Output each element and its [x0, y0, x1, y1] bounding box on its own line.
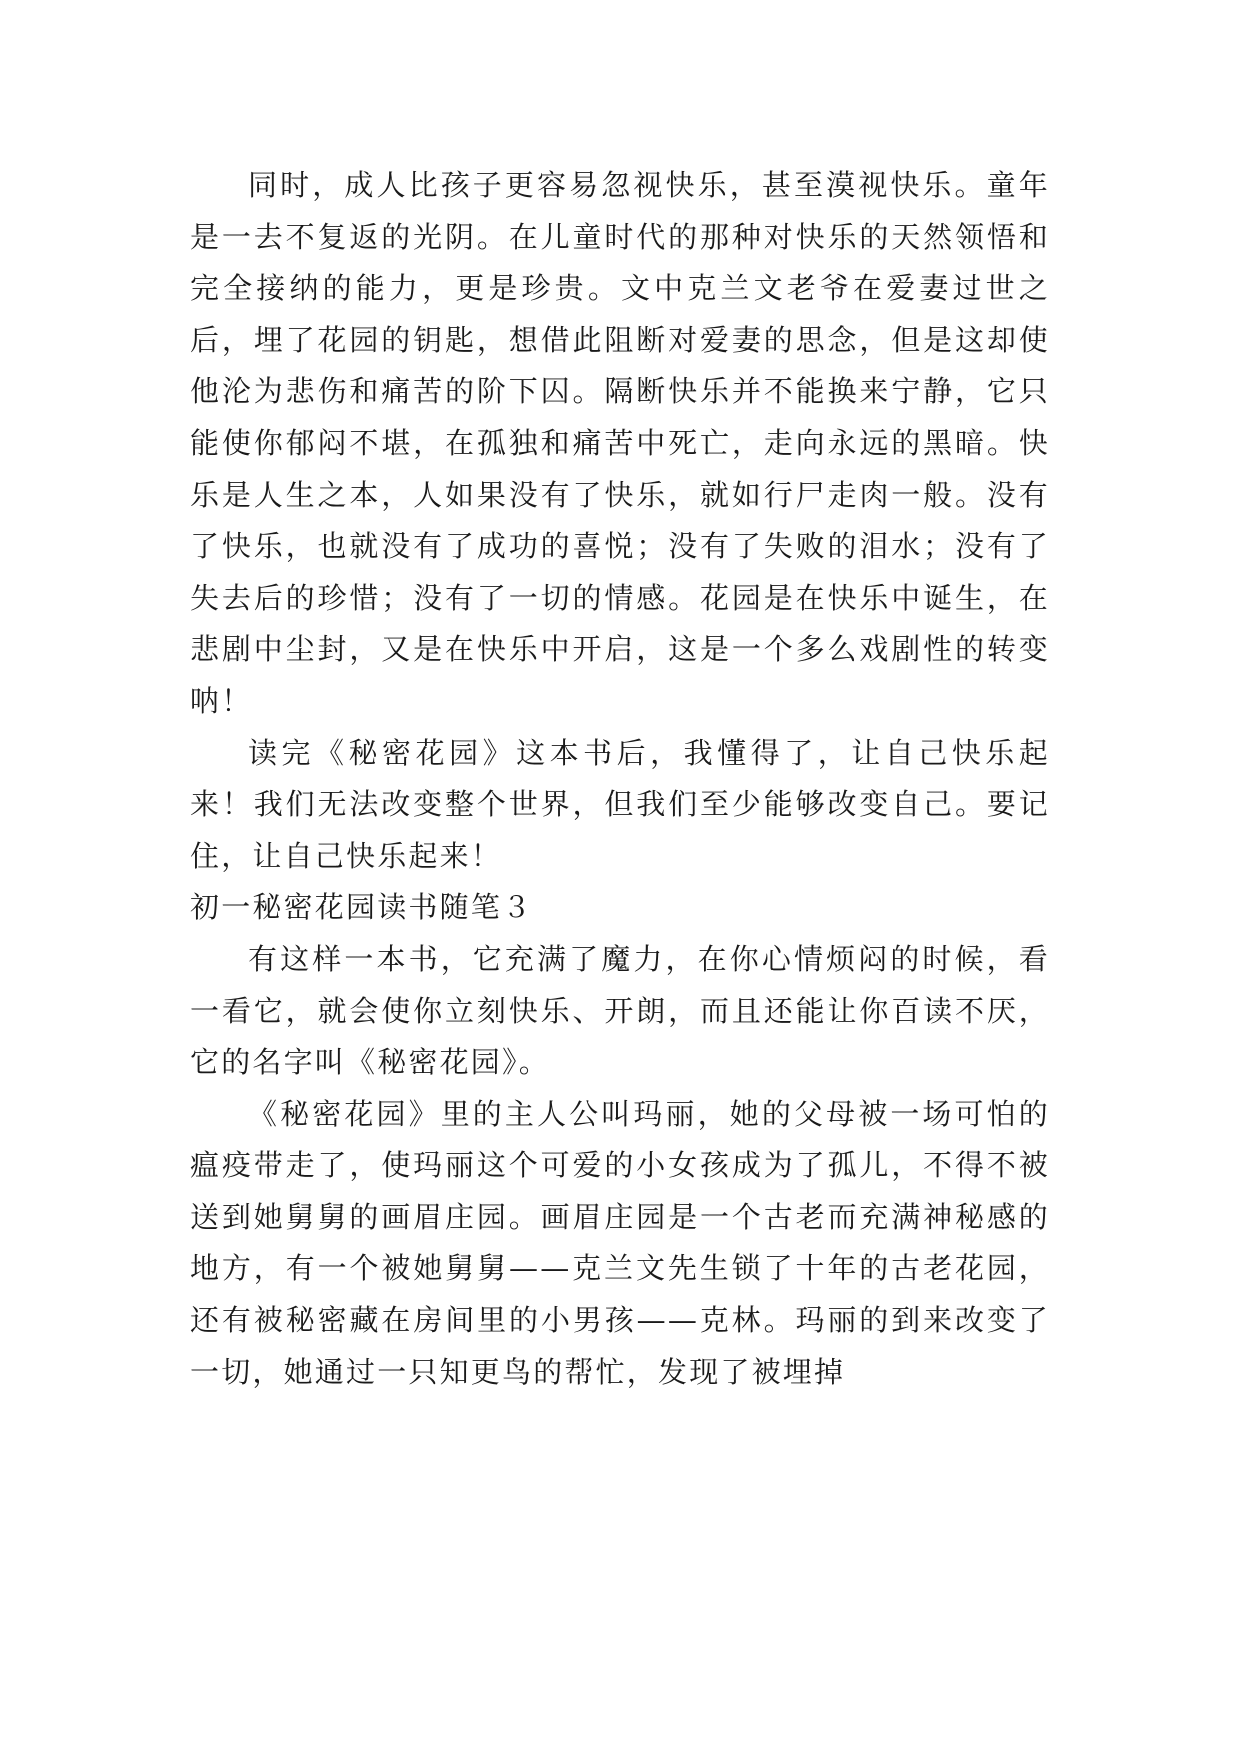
document-body	[190, 160, 1050, 1398]
paragraph-story-summary: 《秘密花园》里的主人公叫玛丽，她的父母被一场可怕的瘟疫带走了，使玛丽这个可爱的小女孩成为了孤儿，不得不被送到她舅舅的画眉庄园。画眉庄园是一个古老而充满神秘感的地方，有一个被她舅舅——克兰文先生锁了十年的古老花园，还有被秘密藏在房间里的小男孩——克林。玛丽的到来改变了一切，她通过一只知更鸟的帮忙，发现了被埋掉	[190, 1096, 1050, 1389]
paragraph-book-intro: 有这样一本书，它充满了魔力，在你心情烦闷的时候，看一看它，就会使你立刻快乐、开朗，而且还能让你百读不厌，它的名字叫《秘密花园》。	[190, 941, 1050, 1080]
paragraph-conclusion: 读完《秘密花园》这本书后，我懂得了，让自己快乐起来！我们无法改变整个世界，但我们至少能够改变自己。要记住，让自己快乐起来！	[190, 735, 1050, 873]
paragraph-happiness-neglect: 同时，成人比孩子更容易忽视快乐，甚至漠视快乐。童年是一去不复返的光阴。在儿童时代的那种对快乐的天然领悟和完全接纳的能力，更是珍贵。文中克兰文老爷在爱妻过世之后，埋了花园的钥匙，想借此阻断对爱妻的思念，但是这却使他沦为悲伤和痛苦的阶下囚。隔断快乐并不能换来宁静，它只能使你郁闷不堪，在孤独和痛苦中死亡，走向永远的黑暗。快乐是人生之本，人如果没有了快乐，就如行尸走肉一般。没有了快乐，也就没有了成功的喜悦；没有了失败的泪水；没有了失去后的珍惜；没有了一切的情感。花园是在快乐中诞生，在悲剧中尘封，又是在快乐中开启，这是一个多么戏剧性的转变呐！	[190, 168, 1050, 718]
section-title: 初一秘密花园读书随笔３	[190, 890, 534, 925]
